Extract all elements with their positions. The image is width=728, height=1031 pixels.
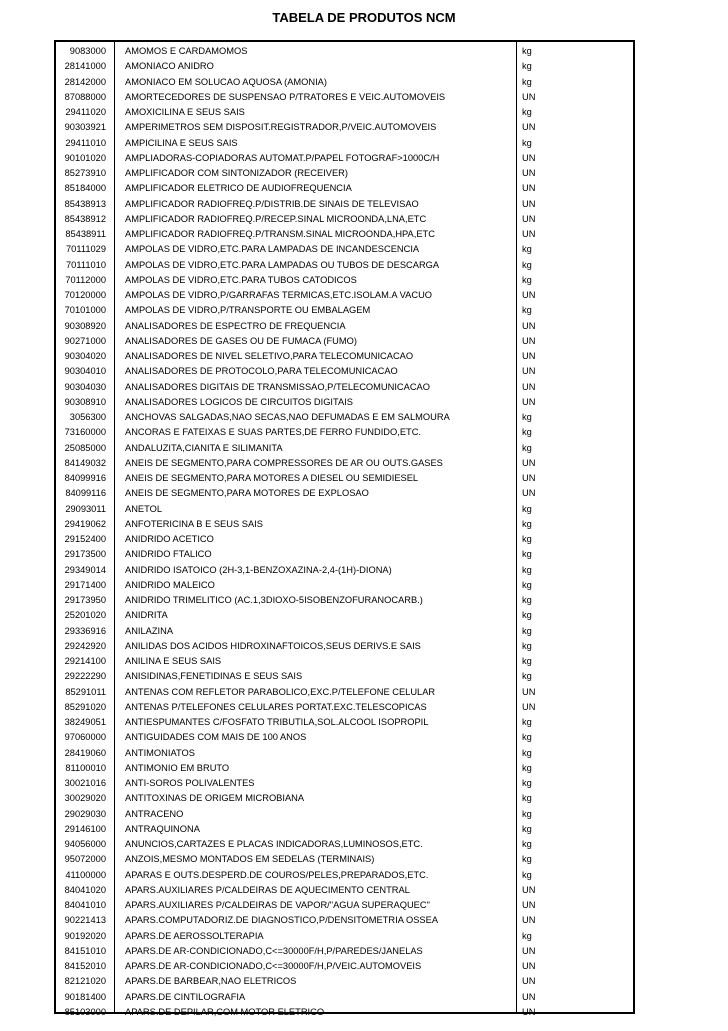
ncm-code: 41100000 <box>65 869 106 880</box>
unit-of-measure: kg <box>522 274 532 285</box>
table-row <box>56 654 633 669</box>
unit-of-measure: kg <box>522 762 532 773</box>
ncm-code: 38249051 <box>64 717 106 727</box>
table-row <box>56 944 633 959</box>
table-row <box>56 120 633 135</box>
table-row <box>56 730 633 745</box>
ncm-code: 29411020 <box>65 107 106 117</box>
ncm-code: 84041020 <box>64 884 106 895</box>
product-description: AMPERIMETROS SEM DISPOSIT.REGISTRADOR,P/VEIC.AUTOMOVEIS <box>125 122 437 133</box>
product-description: AMONIACO EM SOLUCAO AQUOSA (AMONIA) <box>125 76 327 87</box>
unit-of-measure: kg <box>522 671 532 682</box>
table-row <box>56 563 633 578</box>
table-row <box>56 181 633 196</box>
unit-of-measure: UN <box>522 961 536 971</box>
unit-of-measure: kg <box>522 808 532 819</box>
product-description: APARS.AUXILIARES P/CALDEIRAS DE VAPOR/"AGUA SUPERAQUEC" <box>125 900 430 910</box>
ncm-code: 29222290 <box>64 671 106 682</box>
ncm-code: 3056300 <box>69 412 106 422</box>
unit-of-measure: kg <box>522 305 532 316</box>
unit-of-measure: kg <box>522 427 532 438</box>
ncm-code: 95072000 <box>64 854 106 865</box>
ncm-code: 94056000 <box>64 839 106 849</box>
unit-of-measure: kg <box>522 778 532 788</box>
table-row <box>56 212 633 227</box>
unit-of-measure: UN <box>522 198 536 209</box>
product-description: ANILINA E SEUS SAIS <box>125 656 222 666</box>
unit-of-measure: kg <box>522 503 532 514</box>
table-row <box>56 242 633 257</box>
product-description: AMPLIFICADOR RADIOFREQ.P/TRANSM.SINAL MICROONDA,HPA,ETC <box>125 229 435 239</box>
product-description: ANTRAQUINONA <box>125 823 200 834</box>
ncm-code: 29419062 <box>64 518 106 529</box>
product-description: ANALISADORES DE ESPECTRO DE FREQUENCIA <box>125 320 346 331</box>
unit-of-measure: kg <box>522 656 532 666</box>
ncm-code: 85273910 <box>64 168 106 178</box>
product-description: AMPOLAS DE VIDRO,ETC.PARA TUBOS CATODICOS <box>125 274 357 285</box>
table-row <box>56 273 633 288</box>
product-description: AMPOLAS DE VIDRO,P/GARRAFAS TERMICAS,ETC.ISOLAM.A VACUO <box>125 290 433 300</box>
product-description: AMONIACO ANIDRO <box>125 61 214 72</box>
product-description: ANIDRIDO FTALICO <box>125 549 212 560</box>
table-row <box>56 227 633 242</box>
ncm-code: 29146100 <box>64 823 106 834</box>
ncm-code: 97060000 <box>64 732 106 743</box>
product-description: ANCORAS E FATEIXAS E SUAS PARTES,DE FERRO FUNDIDO,ETC. <box>125 427 422 438</box>
product-description: AMORTECEDORES DE SUSPENSAO P/TRATORES E VEIC.AUTOMOVEIS <box>125 91 446 102</box>
ncm-code: 85103000 <box>64 1006 106 1017</box>
unit-of-measure: kg <box>522 259 532 270</box>
product-description: ANTENAS P/TELEFONES CELULARES PORTAT.EXC.TELESCOPICAS <box>125 701 427 712</box>
table-row <box>56 715 633 730</box>
product-description: AMPLIFICADOR COM SINTONIZADOR (RECEIVER) <box>125 168 348 178</box>
table-row <box>56 761 633 776</box>
ncm-code: 84152010 <box>64 961 106 971</box>
product-description: ANIDRITA <box>125 610 168 621</box>
ncm-code: 28419060 <box>64 747 106 758</box>
product-description: APARS.DE AR-CONDICIONADO,C<=30000F/H,P/PAREDES/JANELAS <box>125 945 423 956</box>
ncm-code: 70111010 <box>66 259 106 270</box>
unit-of-measure: kg <box>522 823 532 834</box>
product-description: AMPOLAS DE VIDRO,ETC.PARA LAMPADAS OU TUBOS DE DESCARGA <box>125 259 440 270</box>
ncm-code: 30021016 <box>64 778 106 788</box>
ncm-code: 29029030 <box>64 808 106 819</box>
product-description: ANFOTERICINA B E SEUS SAIS <box>125 518 263 529</box>
product-description: ANEIS DE SEGMENTO,PARA MOTORES A DIESEL OU SEMIDIESEL <box>125 473 419 483</box>
unit-of-measure: UN <box>522 473 536 483</box>
unit-of-measure: UN <box>522 290 536 300</box>
table-row <box>56 913 633 928</box>
ncm-code: 90308910 <box>64 396 106 407</box>
table-row <box>56 364 633 379</box>
unit-of-measure: UN <box>522 183 536 194</box>
ncm-code: 25085000 <box>64 442 106 453</box>
ncm-code: 29173950 <box>64 595 106 605</box>
table-row <box>56 288 633 303</box>
ncm-code: 84099116 <box>65 488 106 499</box>
table-row <box>56 837 633 852</box>
ncm-code: 85438911 <box>65 229 106 239</box>
ncm-code: 90304010 <box>64 366 106 377</box>
product-description: ANILIDAS DOS ACIDOS HIDROXINAFTOICOS,SEUS DERIVS.E SAIS <box>125 640 421 651</box>
unit-of-measure: UN <box>522 915 536 926</box>
unit-of-measure: UN <box>522 686 536 697</box>
product-description: ANALISADORES DIGITAIS DE TRANSMISSAO,P/TELECOMUNICACAO <box>125 381 430 392</box>
unit-of-measure: kg <box>522 244 532 255</box>
product-description: APARS.AUXILIARES P/CALDEIRAS DE AQUECIMENTO CENTRAL <box>125 884 410 895</box>
product-description: AMPLIADORAS-COPIADORAS AUTOMAT.P/PAPEL FOTOGRAF>1000C/H <box>125 152 440 163</box>
product-description: APARS.DE AEROSSOLTERAPIA <box>125 930 264 941</box>
unit-of-measure: kg <box>522 549 532 560</box>
product-description: ANEIS DE SEGMENTO,PARA COMPRESSORES DE AR OU OUTS.GASES <box>125 457 443 468</box>
table-row <box>56 380 633 395</box>
table-row <box>56 319 633 334</box>
ncm-code: 29349014 <box>64 564 106 575</box>
ncm-code: 85438913 <box>64 198 106 209</box>
product-description: APARS.DE DEPILAR,COM MOTOR ELETRICO <box>125 1006 325 1017</box>
product-description: ANETOL <box>125 503 163 514</box>
table-row <box>56 197 633 212</box>
table-row <box>56 532 633 547</box>
product-description: AMOMOS E CARDAMOMOS <box>125 46 248 56</box>
table-body <box>56 44 633 1020</box>
table-row <box>56 807 633 822</box>
product-description: AMPOLAS DE VIDRO,P/TRANSPORTE OU EMBALAGEM <box>125 305 371 316</box>
ncm-code: 90181400 <box>64 991 106 1002</box>
table-row <box>56 624 633 639</box>
unit-of-measure: UN <box>522 900 536 910</box>
table-row <box>56 471 633 486</box>
table-row <box>56 151 633 166</box>
unit-of-measure: UN <box>522 1006 536 1017</box>
product-description: ANIDRIDO ACETICO <box>125 534 214 544</box>
ncm-code: 84041010 <box>64 900 106 910</box>
table-row <box>56 303 633 318</box>
unit-of-measure: kg <box>522 732 532 743</box>
ncm-code: 85438912 <box>64 213 106 224</box>
product-description: APARAS E OUTS.DESPERD.DE COUROS/PELES,PREPARADOS,ETC. <box>125 869 429 880</box>
unit-of-measure: kg <box>522 61 532 72</box>
ncm-code: 90271000 <box>64 335 106 346</box>
product-description: ANTRACENO <box>125 808 184 819</box>
unit-of-measure: UN <box>522 381 536 392</box>
table-row <box>56 990 633 1005</box>
table-row <box>56 136 633 151</box>
product-description: ANISIDINAS,FENETIDINAS E SEUS SAIS <box>125 671 303 682</box>
ncm-code: 84149032 <box>64 457 106 468</box>
unit-of-measure: kg <box>522 717 532 727</box>
table-row <box>56 746 633 761</box>
ncm-code: 90303921 <box>64 122 106 133</box>
product-description: ANCHOVAS SALGADAS,NAO SECAS,NAO DEFUMADAS E EM SALMOURA <box>125 412 450 422</box>
ncm-code: 73160000 <box>64 427 106 438</box>
ncm-code: 28142000 <box>64 76 106 87</box>
table-row <box>56 929 633 944</box>
table-row <box>56 791 633 806</box>
ncm-code: 28141000 <box>64 61 106 72</box>
table-row <box>56 669 633 684</box>
unit-of-measure: UN <box>522 229 536 239</box>
table-row <box>56 1005 633 1020</box>
table-row <box>56 517 633 532</box>
ncm-code: 70111029 <box>66 244 106 255</box>
unit-of-measure: kg <box>522 869 532 880</box>
unit-of-measure: UN <box>522 213 536 224</box>
table-row <box>56 166 633 181</box>
ncm-code: 90308920 <box>64 320 106 331</box>
table-row <box>56 90 633 105</box>
ncm-code: 70120000 <box>64 290 106 300</box>
ncm-code: 29173500 <box>64 549 106 560</box>
unit-of-measure: kg <box>522 640 532 651</box>
table-row <box>56 685 633 700</box>
unit-of-measure: kg <box>522 579 532 590</box>
unit-of-measure: kg <box>522 595 532 605</box>
table-row <box>56 334 633 349</box>
product-description: APARS.DE AR-CONDICIONADO,C<=30000F/H,P/VEIC.AUTOMOVEIS <box>125 961 422 971</box>
product-description: AMOXICILINA E SEUS SAIS <box>125 107 245 117</box>
ncm-code: 90304020 <box>64 351 106 361</box>
page-title: TABELA DE PRODUTOS NCM <box>272 10 456 25</box>
ncm-code: 84151010 <box>64 945 106 956</box>
table-row <box>56 502 633 517</box>
unit-of-measure: UN <box>522 976 536 987</box>
product-description: AMPOLAS DE VIDRO,ETC.PARA LAMPADAS DE INCANDESCENCIA <box>125 244 420 255</box>
product-description: ANTI-SOROS POLIVALENTES <box>125 778 255 788</box>
ncm-code: 82121020 <box>64 976 106 987</box>
product-description: APARS.COMPUTADORIZ.DE DIAGNOSTICO,P/DENSITOMETRIA OSSEA <box>125 915 439 926</box>
ncm-code: 29214100 <box>64 656 106 666</box>
product-description: ANEIS DE SEGMENTO,PARA MOTORES DE EXPLOSAO <box>125 488 369 499</box>
table-row <box>56 959 633 974</box>
product-description: ANIDRIDO TRIMELITICO (AC.1,3DIOXO-5ISOBENZOFURANOCARB.) <box>125 595 423 605</box>
table-row <box>56 822 633 837</box>
table-row <box>56 456 633 471</box>
product-description: APARS.DE CINTILOGRAFIA <box>125 991 246 1002</box>
ncm-code: 90192020 <box>64 930 106 941</box>
table-row <box>56 75 633 90</box>
ncm-code: 25201020 <box>64 610 106 621</box>
table-row <box>56 639 633 654</box>
unit-of-measure: UN <box>522 945 536 956</box>
ncm-code: 90221413 <box>64 915 106 926</box>
unit-of-measure: UN <box>522 168 536 178</box>
table-row <box>56 593 633 608</box>
table-row <box>56 868 633 883</box>
ncm-code: 29152400 <box>64 534 106 544</box>
unit-of-measure: kg <box>522 76 532 87</box>
unit-of-measure: UN <box>522 991 536 1002</box>
table-row <box>56 883 633 898</box>
unit-of-measure: UN <box>522 91 536 102</box>
unit-of-measure: UN <box>522 396 536 407</box>
ncm-code: 70112000 <box>65 274 106 285</box>
unit-of-measure: kg <box>522 46 532 56</box>
product-description: ANALISADORES LOGICOS DE CIRCUITOS DIGITAIS <box>125 396 353 407</box>
ncm-code: 85184000 <box>64 183 106 194</box>
table-row <box>56 547 633 562</box>
unit-of-measure: kg <box>522 564 532 575</box>
product-description: ANALISADORES DE PROTOCOLO,PARA TELECOMUNICACAO <box>125 366 398 377</box>
ncm-code: 29411010 <box>65 137 106 148</box>
unit-of-measure: kg <box>522 518 532 529</box>
table-row <box>56 898 633 913</box>
table-row <box>56 974 633 989</box>
table-row <box>56 441 633 456</box>
unit-of-measure: UN <box>522 366 536 377</box>
unit-of-measure: kg <box>522 137 532 148</box>
ncm-code: 90101020 <box>64 152 106 163</box>
ncm-code: 29171400 <box>64 579 106 590</box>
unit-of-measure: kg <box>522 107 532 117</box>
unit-of-measure: UN <box>522 351 536 361</box>
unit-of-measure: kg <box>522 930 532 941</box>
unit-of-measure: UN <box>522 320 536 331</box>
product-description: ANILAZINA <box>125 625 174 636</box>
ncm-code: 29093011 <box>65 503 106 514</box>
ncm-code: 81100010 <box>65 762 106 773</box>
product-description: ANDALUZITA,CIANITA E SILIMANITA <box>125 442 283 453</box>
table-row <box>56 59 633 74</box>
product-description: AMPLIFICADOR RADIOFREQ.P/RECEP.SINAL MICROONDA,LNA,ETC <box>125 213 427 224</box>
unit-of-measure: UN <box>522 122 536 133</box>
table-row <box>56 776 633 791</box>
ncm-code: 85291011 <box>65 686 106 697</box>
table-row <box>56 852 633 867</box>
product-description: ANTIESPUMANTES C/FOSFATO TRIBUTILA,SOL.ALCOOL ISOPROPIL <box>125 717 429 727</box>
ncm-code: 70101000 <box>64 305 106 316</box>
product-description: ANUNCIOS,CARTAZES E PLACAS INDICADORAS,LUMINOSOS,ETC. <box>125 839 423 849</box>
ncm-code: 29336916 <box>64 625 106 636</box>
unit-of-measure: UN <box>522 488 536 499</box>
table-row <box>56 700 633 715</box>
ncm-code: 30029020 <box>64 793 106 804</box>
product-description: ANALISADORES DE NIVEL SELETIVO,PARA TELECOMUNICACAO <box>125 351 414 361</box>
unit-of-measure: kg <box>522 839 532 849</box>
product-description: AMPLIFICADOR RADIOFREQ.P/DISTRIB.DE SINAIS DE TELEVISAO <box>125 198 419 209</box>
unit-of-measure: kg <box>522 625 532 636</box>
product-description: ANTIGUIDADES COM MAIS DE 100 ANOS <box>125 732 307 743</box>
product-description: APARS.DE BARBEAR,NAO ELETRICOS <box>125 976 297 987</box>
unit-of-measure: kg <box>522 854 532 865</box>
table-row <box>56 578 633 593</box>
ncm-code: 29242920 <box>64 640 106 651</box>
ncm-code: 85291020 <box>64 701 106 712</box>
product-description: ANZOIS,MESMO MONTADOS EM SEDELAS (TERMINAIS) <box>125 854 375 865</box>
table-row <box>56 44 633 59</box>
unit-of-measure: kg <box>522 793 532 804</box>
ncm-code: 84099916 <box>64 473 106 483</box>
product-description: ANTITOXINAS DE ORIGEM MICROBIANA <box>125 793 305 804</box>
unit-of-measure: UN <box>522 457 536 468</box>
table-row <box>56 486 633 501</box>
table-row <box>56 410 633 425</box>
product-description: AMPICILINA E SEUS SAIS <box>125 137 238 148</box>
unit-of-measure: kg <box>522 442 532 453</box>
unit-of-measure: UN <box>522 152 536 163</box>
product-description: AMPLIFICADOR ELETRICO DE AUDIOFREQUENCIA <box>125 183 352 194</box>
ncm-code: 87088000 <box>64 91 106 102</box>
product-description: ANTIMONIO EM BRUTO <box>125 762 230 773</box>
product-description: ANIDRIDO MALEICO <box>125 579 215 590</box>
product-description: ANTENAS COM REFLETOR PARABOLICO,EXC.P/TELEFONE CELULAR <box>125 686 436 697</box>
table-row <box>56 425 633 440</box>
unit-of-measure: UN <box>522 701 536 712</box>
table-row <box>56 258 633 273</box>
table-row <box>56 608 633 623</box>
unit-of-measure: UN <box>522 884 536 895</box>
table-row <box>56 395 633 410</box>
ncm-code: 90304030 <box>64 381 106 392</box>
table-row <box>56 349 633 364</box>
unit-of-measure: kg <box>522 412 532 422</box>
product-description: ANALISADORES DE GASES OU DE FUMACA (FUMO) <box>125 335 357 346</box>
unit-of-measure: kg <box>522 747 532 758</box>
product-description: ANTIMONIATOS <box>125 747 195 758</box>
table-row <box>56 105 633 120</box>
product-description: ANIDRIDO ISATOICO (2H-3,1-BENZOXAZINA-2,4-(1H)-DIONA) <box>125 564 392 575</box>
unit-of-measure: kg <box>522 534 532 544</box>
unit-of-measure: kg <box>522 610 532 621</box>
ncm-code: 9083000 <box>69 46 106 56</box>
unit-of-measure: UN <box>522 335 536 346</box>
